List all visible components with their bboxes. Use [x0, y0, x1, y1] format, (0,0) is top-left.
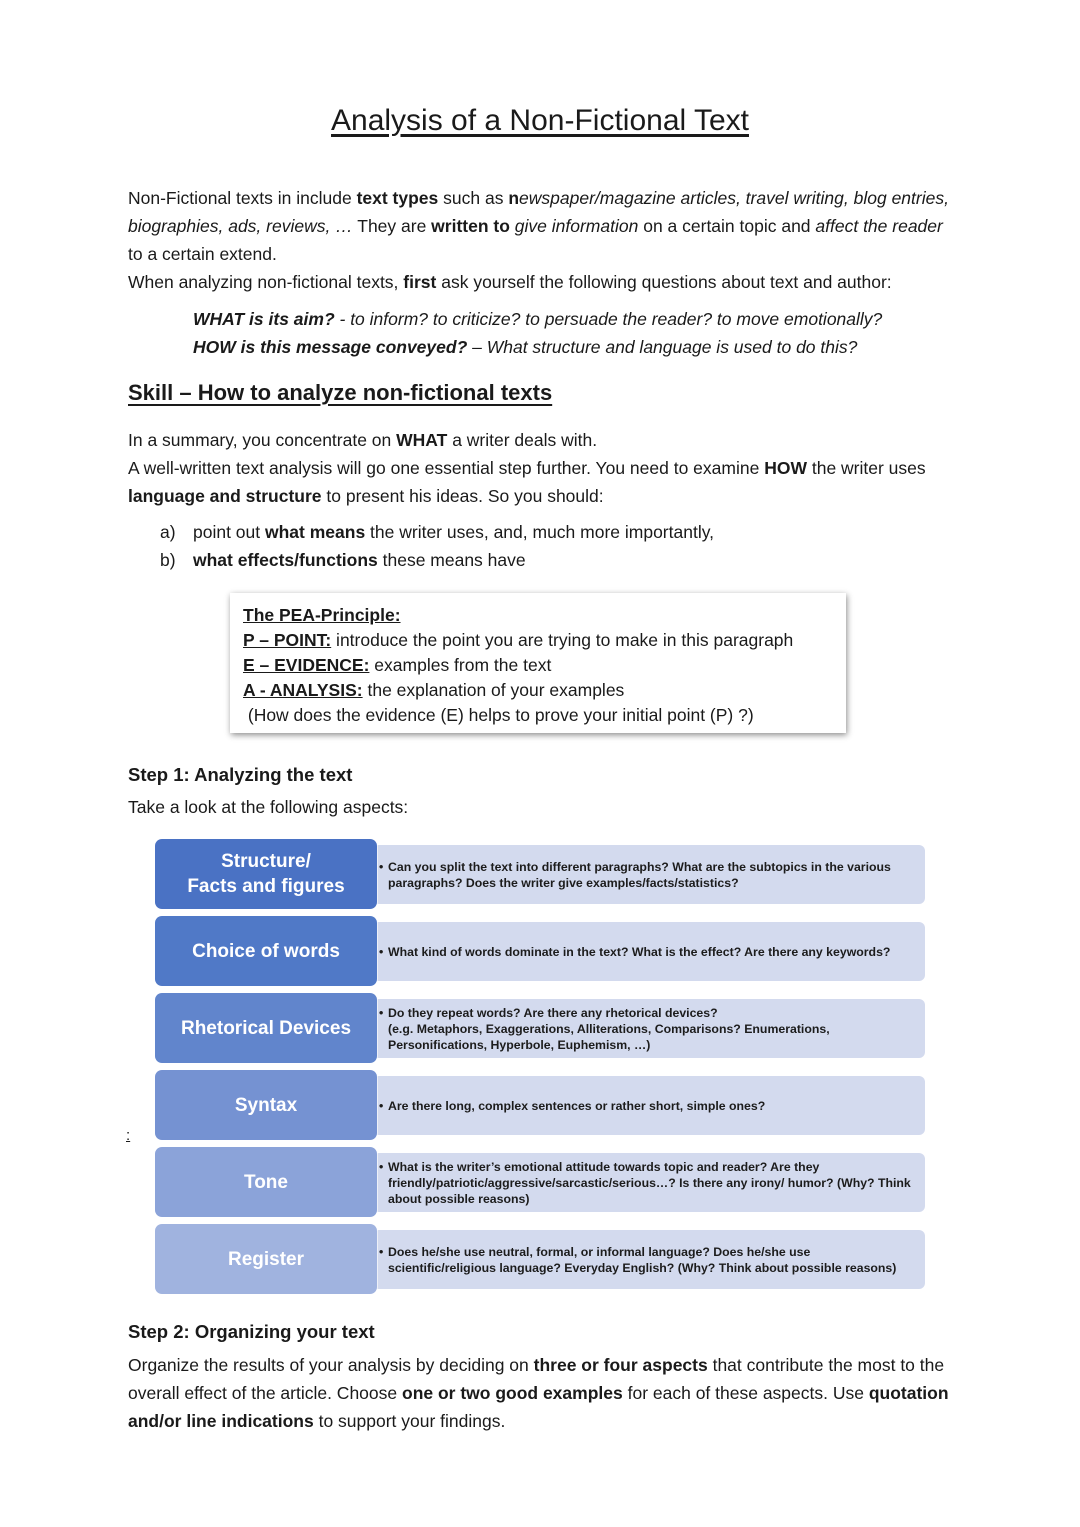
aspect-description: [373, 845, 925, 904]
step2-text: for each of these aspects. Use: [622, 1383, 869, 1403]
intro-italic: ewspaper/magazine articles, travel writing, blog entries, biographies, ads, reviews, …: [128, 188, 949, 236]
aspect-description-text: Can you split the text into different paragraphs? What are the subtopics in the various paragraphs? Does the writer give examples/facts/statistics?: [388, 859, 891, 890]
aspect-row: [155, 839, 927, 909]
intro-text: They are: [352, 216, 432, 236]
pea-evidence-label: E – EVIDENCE:: [243, 655, 370, 675]
aspect-label: [155, 1070, 377, 1140]
list-item: [160, 546, 950, 574]
aspect-label-text: Structure/ Facts and figures: [187, 851, 345, 897]
step2-heading: Step 2: Organizing your text: [128, 1321, 375, 1342]
question-text: - to inform? to criticize? to persuade the reader? to move emotionally?: [334, 309, 883, 329]
page-title: Analysis of a Non-Fictional Text: [331, 104, 749, 137]
skill-heading: Skill – How to analyze non-fictional texts: [128, 380, 553, 405]
aspect-description: [373, 999, 925, 1058]
skill-text: to present his ideas. So you should:: [321, 486, 604, 506]
intro-bold: text types: [356, 188, 439, 208]
aspect-row: [155, 1147, 927, 1217]
aspect-description-text: Does he/she use neutral, formal, or informal language? Does he/she use scientific/religious language? Everyday English? (Why? Think about possible reasons): [388, 1244, 897, 1275]
intro-italic: give information: [514, 216, 639, 236]
aspect-row: [155, 916, 927, 986]
aspect-label: [155, 839, 377, 909]
skill-text: a writer deals with.: [447, 430, 598, 450]
aspect-label-text: Register: [227, 1248, 305, 1270]
aspect-description: [373, 1076, 925, 1135]
aspect-label-text: Choice of words: [192, 940, 340, 962]
list-marker: b): [160, 550, 176, 570]
intro-text: to a certain extend.: [128, 244, 277, 264]
pea-point-label: P – POINT:: [243, 630, 332, 650]
aspect-description: [373, 1153, 925, 1212]
aspect-label: [155, 993, 377, 1063]
bullet-icon: •: [379, 1159, 384, 1174]
list-bold: what means: [265, 522, 366, 542]
aspect-label: [155, 1224, 377, 1294]
aspect-label: [155, 1147, 377, 1217]
bullet-icon: •: [379, 1098, 384, 1113]
skill-text: the writer uses: [806, 458, 926, 478]
list-item: [160, 518, 950, 546]
question-label: HOW is this message conveyed?: [193, 337, 468, 357]
intro-text: such as: [438, 188, 509, 208]
pea-analysis-text: the explanation of your examples: [362, 680, 625, 700]
aspect-description-text: What kind of words dominate in the text? What is the effect? Are there any keywords?: [388, 944, 891, 959]
list-text: point out: [193, 522, 265, 542]
step2-text: Organize the results of your analysis by deciding on: [128, 1355, 534, 1375]
bullet-icon: •: [379, 859, 384, 874]
aspect-label-text: Tone: [244, 1171, 288, 1193]
pea-evidence-text: examples from the text: [369, 655, 552, 675]
intro-paragraph-2: [128, 268, 954, 296]
list-bold: what effects/functions: [193, 550, 378, 570]
step2-bold: three or four aspects: [533, 1355, 708, 1375]
intro-paragraph: [128, 184, 954, 268]
list-marker: a): [160, 522, 176, 542]
step2-text: that contribute the most to the overall effect of the article. Choose: [128, 1355, 945, 1403]
step1-heading: Step 1: Analyzing the text: [128, 764, 353, 785]
intro-text: on a certain topic and: [638, 216, 816, 236]
intro-italic: affect the reader: [815, 216, 943, 236]
aspect-description: [373, 1230, 925, 1289]
aspect-row: [155, 993, 927, 1063]
bullet-icon: •: [379, 944, 384, 959]
bullet-icon: •: [379, 1005, 384, 1020]
step1-subtext: Take a look at the following aspects:: [128, 797, 409, 817]
skill-text: A well-written text analysis will go one essential step further. You need to examine: [128, 458, 765, 478]
aspect-label-text: Syntax: [234, 1094, 298, 1116]
list-text: the writer uses, and, much more importantly,: [365, 522, 715, 542]
list-text: these means have: [377, 550, 526, 570]
stray-mark: :: [126, 1127, 131, 1144]
pea-analysis-label: A - ANALYSIS:: [243, 680, 363, 700]
step2-text: to support your findings.: [313, 1411, 506, 1431]
skill-paragraph-2: [128, 454, 954, 510]
pea-principle-box: [230, 593, 846, 733]
aspect-row: [155, 1224, 927, 1294]
bullet-icon: •: [379, 1244, 384, 1259]
pea-point-text: introduce the point you are trying to make in this paragraph: [331, 630, 794, 650]
question-how: [193, 333, 953, 361]
pea-heading: The PEA-Principle:: [243, 605, 401, 625]
skill-text: In a summary, you concentrate on: [128, 430, 397, 450]
step2-bold: one or two good examples: [402, 1383, 623, 1403]
intro-bold: written to: [431, 216, 510, 236]
aspect-description: [373, 922, 925, 981]
step2-paragraph: [128, 1351, 958, 1435]
aspect-row: [155, 1070, 927, 1140]
question-what: [193, 305, 953, 333]
intro-text: When analyzing non-fictional texts,: [128, 272, 404, 292]
aspect-label-text: Rhetorical Devices: [180, 1017, 352, 1039]
aspect-description-text: Do they repeat words? Are there any rhetorical devices? (e.g. Metaphors, Exaggerations, Alliterations, Comparisons? Enumerations, Personifications, Hyperbole, Euphemism, …): [388, 1005, 830, 1052]
pea-note: (How does the evidence (E) helps to prove your initial point (P) ?): [243, 705, 754, 725]
intro-bold: n: [508, 188, 520, 208]
question-text: – What structure and language is used to do this?: [467, 337, 858, 357]
step2-bold: quotation and/or line indications: [128, 1383, 949, 1431]
skill-bold: WHAT: [396, 430, 448, 450]
intro-text: ask yourself the following questions about text and author:: [436, 272, 892, 292]
question-label: WHAT is its aim?: [193, 309, 335, 329]
aspect-label: [155, 916, 377, 986]
skill-bold: HOW: [764, 458, 807, 478]
intro-text: Non-Fictional texts in include: [128, 188, 357, 208]
aspect-description-text: What is the writer’s emotional attitude towards topic and reader? Are they friendly/patriotic/aggressive/sarcastic/serious…? Is there any irony/ humor? (Why? Think about possible reasons): [388, 1159, 911, 1206]
skill-paragraph-1: [128, 426, 954, 454]
intro-bold: first: [403, 272, 437, 292]
aspect-description-text: Are there long, complex sentences or rather short, simple ones?: [388, 1098, 766, 1113]
skill-bold: language and structure: [128, 486, 322, 506]
